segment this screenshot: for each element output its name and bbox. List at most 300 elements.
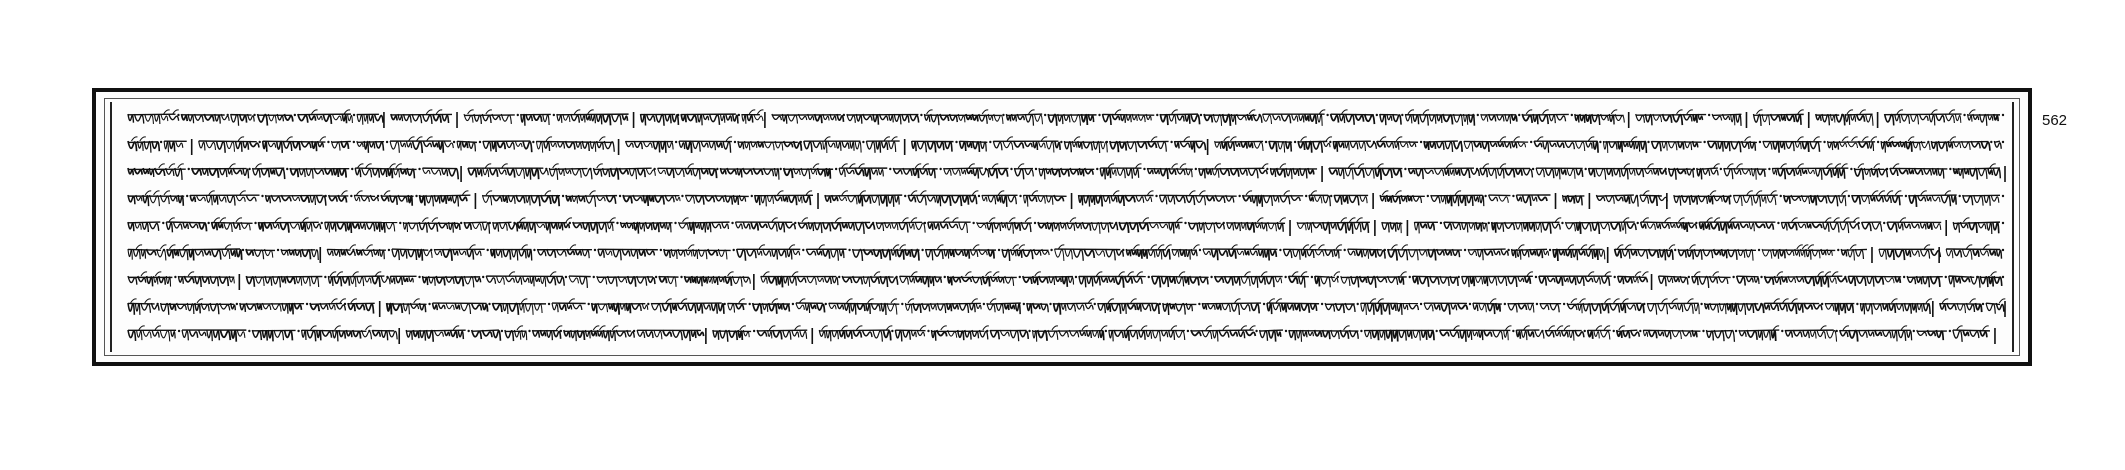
script-stroke <box>530 276 534 286</box>
script-stroke <box>189 249 194 260</box>
tsheg-mark <box>1614 276 1616 278</box>
script-stroke <box>1420 114 1429 126</box>
script-stroke <box>128 249 132 260</box>
tsheg-mark <box>1639 330 1641 332</box>
script-stroke <box>1568 245 1574 249</box>
script-stroke <box>1489 276 1497 286</box>
tsheg-mark <box>1484 195 1486 197</box>
script-stroke <box>1002 195 1007 207</box>
script-stroke <box>742 114 746 124</box>
tsheg-mark <box>989 141 991 143</box>
tsheg-mark <box>1708 114 1710 116</box>
script-stroke <box>199 141 205 150</box>
script-stroke <box>1020 330 1029 339</box>
script-stroke <box>1737 276 1759 277</box>
script-stroke <box>154 114 159 124</box>
script-stroke <box>159 164 165 168</box>
script-stroke <box>849 164 855 168</box>
script-stroke <box>1745 137 1751 141</box>
script-stroke <box>1231 303 1239 315</box>
script-stroke <box>1445 168 1449 176</box>
script-stroke <box>238 137 244 141</box>
script-stroke <box>1264 249 1269 261</box>
script-stroke <box>178 164 184 168</box>
script-stroke <box>1393 168 1401 177</box>
script-stroke <box>1245 272 1251 276</box>
script-stroke <box>965 272 971 276</box>
script-stroke <box>1380 137 1386 141</box>
script-stroke <box>1257 218 1263 222</box>
script-stroke <box>826 168 830 179</box>
script-stroke <box>1160 195 1237 196</box>
script-stroke <box>1904 222 1910 229</box>
script-stroke <box>1230 137 1236 141</box>
script-stroke <box>337 272 343 276</box>
tsheg-mark <box>1019 195 1021 197</box>
script-stroke <box>768 222 777 231</box>
script-stroke <box>414 299 420 303</box>
script-stroke <box>597 164 603 168</box>
script-stroke <box>1567 168 1575 179</box>
script-stroke <box>1380 114 1386 125</box>
script-stroke <box>1549 326 1555 330</box>
script-stroke <box>686 141 692 153</box>
script-stroke <box>884 137 890 141</box>
script-stroke <box>392 249 399 260</box>
script-stroke <box>1240 303 1250 311</box>
script-stroke <box>1521 330 1526 340</box>
script-stroke <box>1636 168 1643 177</box>
script-stroke <box>1029 110 1035 114</box>
script-stroke <box>1778 168 1786 179</box>
tsheg-mark <box>532 141 534 143</box>
script-stroke <box>517 326 523 330</box>
tsheg-mark <box>1002 114 1004 116</box>
right-margin-rule <box>2012 102 2014 352</box>
script-stroke <box>1035 272 1041 276</box>
script-stroke <box>1258 249 1263 258</box>
tsheg-mark <box>453 141 455 143</box>
script-stroke <box>276 168 285 179</box>
tsheg-mark <box>1060 141 1062 143</box>
script-stroke <box>523 276 529 283</box>
script-stroke <box>835 218 841 222</box>
script-stroke <box>761 195 767 206</box>
script-stroke <box>1962 249 1971 260</box>
script-stroke <box>1988 168 1992 175</box>
script-stroke <box>1524 326 1530 330</box>
script-stroke <box>546 222 550 234</box>
script-stroke <box>823 249 830 259</box>
script-stroke <box>529 222 535 233</box>
script-stroke <box>1514 137 1520 141</box>
script-stroke <box>1818 272 1824 276</box>
script-stroke <box>805 303 809 313</box>
script-stroke <box>1393 330 1398 341</box>
tsheg-mark <box>1311 276 1313 278</box>
tsheg-mark <box>1294 141 1296 143</box>
script-stroke <box>1565 141 1574 149</box>
tsheg-mark <box>2002 195 2004 197</box>
script-stroke <box>1172 110 1178 114</box>
script-stroke <box>1792 218 1798 222</box>
script-stroke <box>573 222 615 223</box>
script-stroke <box>289 303 293 314</box>
script-stroke <box>881 141 887 150</box>
script-stroke <box>1970 168 1978 180</box>
script-stroke <box>1141 326 1147 330</box>
script-stroke <box>1713 272 1719 276</box>
tsheg-mark <box>533 249 535 251</box>
script-stroke <box>1885 114 1962 115</box>
script-stroke <box>525 303 533 315</box>
script-stroke <box>911 272 917 276</box>
script-stroke <box>1621 222 1625 234</box>
tsheg-mark <box>1044 114 1046 116</box>
script-stroke <box>651 303 661 312</box>
script-stroke <box>1266 276 1274 287</box>
tsheg-mark <box>1976 276 1978 278</box>
script-stroke <box>540 276 545 287</box>
tsheg-mark <box>1504 303 1506 305</box>
script-stroke <box>1810 330 1816 339</box>
script-stroke <box>1724 168 1733 179</box>
script-stroke <box>1215 164 1221 168</box>
tsheg-mark <box>1255 330 1257 332</box>
script-stroke <box>1585 276 1593 282</box>
script-stroke <box>1441 303 1450 315</box>
script-stroke <box>1160 168 1168 179</box>
tsheg-mark <box>1835 330 1837 332</box>
script-stroke <box>468 168 476 177</box>
script-stroke <box>1888 137 1894 141</box>
script-stroke <box>1835 164 1841 168</box>
script-stroke <box>472 330 499 331</box>
tsheg-mark <box>589 168 591 170</box>
script-stroke <box>959 303 968 313</box>
script-stroke <box>280 222 289 233</box>
script-stroke <box>1254 141 1263 151</box>
script-stroke <box>1555 168 1560 179</box>
script-stroke <box>908 299 914 303</box>
script-stroke <box>1441 195 1446 204</box>
script-stroke <box>556 326 562 330</box>
script-stroke <box>873 114 878 125</box>
script-stroke <box>1229 249 1236 259</box>
tsheg-mark <box>1357 303 1359 305</box>
script-stroke <box>1474 195 1479 202</box>
tsheg-mark <box>1168 249 1170 251</box>
script-stroke <box>1160 114 1168 125</box>
script-stroke <box>751 222 758 231</box>
script-stroke <box>139 326 145 330</box>
tsheg-mark <box>1759 141 1761 143</box>
script-stroke <box>213 195 218 205</box>
script-stroke <box>1461 168 1470 178</box>
script-stroke <box>778 249 786 258</box>
script-stroke <box>1161 276 1168 287</box>
script-stroke <box>282 303 288 314</box>
script-stroke <box>1350 141 1358 149</box>
script-stroke <box>1543 110 1549 114</box>
script-stroke <box>1070 218 1076 222</box>
script-stroke <box>1835 303 1839 315</box>
script-stroke <box>1823 222 1829 232</box>
script-stroke <box>1337 222 1346 233</box>
script-stroke <box>1280 218 1286 222</box>
script-stroke <box>859 164 865 168</box>
tsheg-mark <box>1384 249 1386 251</box>
script-stroke <box>470 245 476 249</box>
script-stroke <box>199 330 206 336</box>
script-stroke <box>917 195 927 205</box>
script-stroke <box>145 299 151 303</box>
script-stroke <box>1375 303 1382 315</box>
tsheg-mark <box>1210 276 1212 278</box>
script-stroke <box>1951 195 1956 205</box>
script-stroke <box>1710 222 1719 231</box>
tsheg-mark <box>1106 141 1108 143</box>
script-stroke <box>390 141 399 153</box>
script-stroke <box>386 222 395 231</box>
script-stroke <box>1705 222 1710 230</box>
script-stroke <box>1112 168 1117 176</box>
script-stroke <box>1445 141 1453 152</box>
script-stroke <box>937 245 943 249</box>
script-stroke <box>1895 191 1901 195</box>
script-stroke <box>959 222 968 233</box>
script-stroke <box>1137 303 1141 312</box>
script-stroke <box>1756 191 1762 195</box>
tsheg-mark <box>1781 330 1783 332</box>
script-stroke <box>409 137 415 141</box>
script-stroke <box>1858 164 1864 168</box>
script-stroke <box>1594 249 1598 260</box>
script-stroke <box>653 141 660 152</box>
script-stroke <box>1843 218 1849 222</box>
script-stroke <box>1669 245 1675 249</box>
tsheg-mark <box>895 276 897 278</box>
script-stroke <box>679 141 685 149</box>
tsheg-mark <box>160 141 162 143</box>
script-stroke <box>610 218 616 222</box>
script-stroke <box>940 222 948 229</box>
script-stroke <box>817 303 825 312</box>
script-stroke <box>598 249 604 258</box>
script-stroke <box>1618 141 1622 152</box>
script-stroke <box>1101 326 1107 330</box>
script-stroke <box>543 114 549 125</box>
script-stroke <box>195 276 201 287</box>
script-stroke <box>1386 330 1392 342</box>
script-stroke <box>236 195 245 202</box>
tsheg-mark <box>944 276 946 278</box>
script-stroke <box>1305 114 1309 121</box>
tsheg-mark <box>986 330 988 332</box>
script-stroke <box>1643 218 1649 222</box>
script-stroke <box>769 326 775 330</box>
tsheg-mark <box>1329 141 1331 143</box>
script-stroke <box>1825 218 1831 222</box>
script-stroke <box>516 168 525 179</box>
script-stroke <box>1482 141 1489 152</box>
tsheg-mark <box>1584 330 1586 332</box>
tsheg-mark <box>1599 141 1601 143</box>
script-stroke <box>1025 218 1031 222</box>
script-stroke <box>357 276 364 286</box>
script-stroke <box>1885 114 1894 125</box>
tsheg-mark <box>377 195 379 197</box>
tsheg-mark <box>353 114 355 116</box>
script-stroke <box>788 195 796 205</box>
script-stroke <box>631 249 638 259</box>
script-stroke <box>1771 191 1777 195</box>
tsheg-mark <box>386 141 388 143</box>
tsheg-mark <box>1420 141 1422 143</box>
script-stroke <box>1124 330 1129 341</box>
script-stroke <box>672 330 682 340</box>
script-stroke <box>1727 164 1733 168</box>
script-stroke <box>376 222 380 232</box>
script-stroke <box>486 191 492 195</box>
script-stroke <box>1342 110 1348 114</box>
script-stroke <box>188 272 194 276</box>
script-stroke <box>1455 168 1460 176</box>
script-stroke <box>381 330 387 340</box>
tsheg-mark <box>352 249 354 251</box>
script-stroke <box>1957 326 1963 330</box>
script-stroke <box>164 191 170 195</box>
script-stroke <box>895 330 901 341</box>
script-stroke <box>1276 299 1282 303</box>
script-stroke <box>566 218 572 222</box>
tsheg-mark <box>460 222 462 224</box>
tsheg-mark <box>1780 195 1782 197</box>
tsheg-mark <box>418 168 420 170</box>
script-stroke <box>444 141 453 148</box>
script-stroke <box>683 218 689 222</box>
script-stroke <box>1576 222 1580 234</box>
script-stroke <box>1518 245 1524 249</box>
script-stroke <box>1955 114 1960 123</box>
script-stroke <box>353 272 359 276</box>
script-stroke <box>1098 303 1106 313</box>
script-stroke <box>829 303 900 304</box>
script-stroke <box>1523 168 1532 177</box>
script-stroke <box>1408 110 1414 114</box>
script-stroke <box>1249 110 1255 114</box>
script-stroke <box>1647 303 1656 315</box>
script-stroke <box>718 303 724 314</box>
tsheg-mark <box>565 276 567 278</box>
tsheg-mark <box>1148 276 1150 278</box>
script-stroke <box>1500 164 1506 168</box>
script-stroke <box>1659 276 1667 286</box>
tsheg-mark <box>1279 249 1281 251</box>
script-stroke <box>333 330 338 341</box>
script-stroke <box>1505 326 1511 330</box>
script-stroke <box>1725 330 1734 342</box>
script-stroke <box>1370 299 1376 303</box>
script-stroke <box>1186 195 1195 205</box>
tsheg-mark <box>261 195 263 197</box>
script-stroke <box>839 249 844 258</box>
script-stroke <box>1238 330 1244 338</box>
script-stroke <box>1100 330 1104 340</box>
script-stroke <box>1248 168 1258 178</box>
script-stroke <box>1301 137 1307 141</box>
script-stroke <box>842 164 848 168</box>
script-stroke <box>1359 141 1366 151</box>
script-stroke <box>934 249 943 259</box>
script-stroke <box>1118 195 1124 206</box>
script-stroke <box>369 114 374 123</box>
script-stroke <box>792 272 798 276</box>
script-stroke <box>1444 222 1452 230</box>
script-stroke <box>287 137 293 141</box>
script-stroke <box>893 245 899 249</box>
script-stroke <box>209 168 219 178</box>
script-stroke <box>325 222 330 232</box>
script-stroke <box>1497 168 1504 178</box>
tsheg-mark <box>1469 303 1471 305</box>
tsheg-mark <box>1549 249 1551 251</box>
tsheg-mark <box>588 303 590 305</box>
script-stroke <box>1993 222 1999 233</box>
script-stroke <box>698 114 703 125</box>
script-stroke <box>364 141 368 153</box>
script-stroke <box>1781 164 1787 168</box>
script-stroke <box>155 326 161 330</box>
script-stroke <box>1062 276 1067 287</box>
script-stroke <box>1802 141 1809 152</box>
script-stroke <box>512 249 518 261</box>
script-stroke <box>1292 272 1298 276</box>
script-stroke <box>312 249 319 260</box>
script-stroke <box>763 249 771 257</box>
script-stroke <box>1945 114 1954 123</box>
script-stroke <box>1428 249 1436 261</box>
tsheg-mark <box>633 330 635 332</box>
script-stroke <box>339 168 346 178</box>
script-stroke <box>839 168 845 177</box>
script-stroke <box>979 168 988 177</box>
script-stroke <box>133 249 140 259</box>
script-stroke <box>773 330 782 339</box>
script-stroke <box>593 326 599 330</box>
script-stroke <box>599 326 605 330</box>
script-stroke <box>1732 303 1737 315</box>
script-stroke <box>972 299 978 303</box>
script-stroke <box>490 168 498 177</box>
script-stroke <box>311 276 318 287</box>
tsheg-mark <box>843 114 845 116</box>
script-stroke <box>330 272 336 276</box>
script-stroke <box>1339 114 1344 123</box>
tsheg-mark <box>1821 303 1823 305</box>
script-stroke <box>261 168 269 177</box>
script-stroke <box>1860 303 1864 314</box>
script-stroke <box>1065 249 1072 259</box>
script-stroke <box>1354 168 1364 178</box>
script-stroke <box>1117 168 1125 178</box>
script-stroke <box>323 114 331 124</box>
tsheg-mark <box>1034 222 1036 224</box>
script-stroke <box>1588 330 1593 339</box>
script-stroke <box>1758 330 1762 340</box>
script-stroke <box>1887 191 1893 195</box>
script-stroke <box>1642 272 1648 276</box>
